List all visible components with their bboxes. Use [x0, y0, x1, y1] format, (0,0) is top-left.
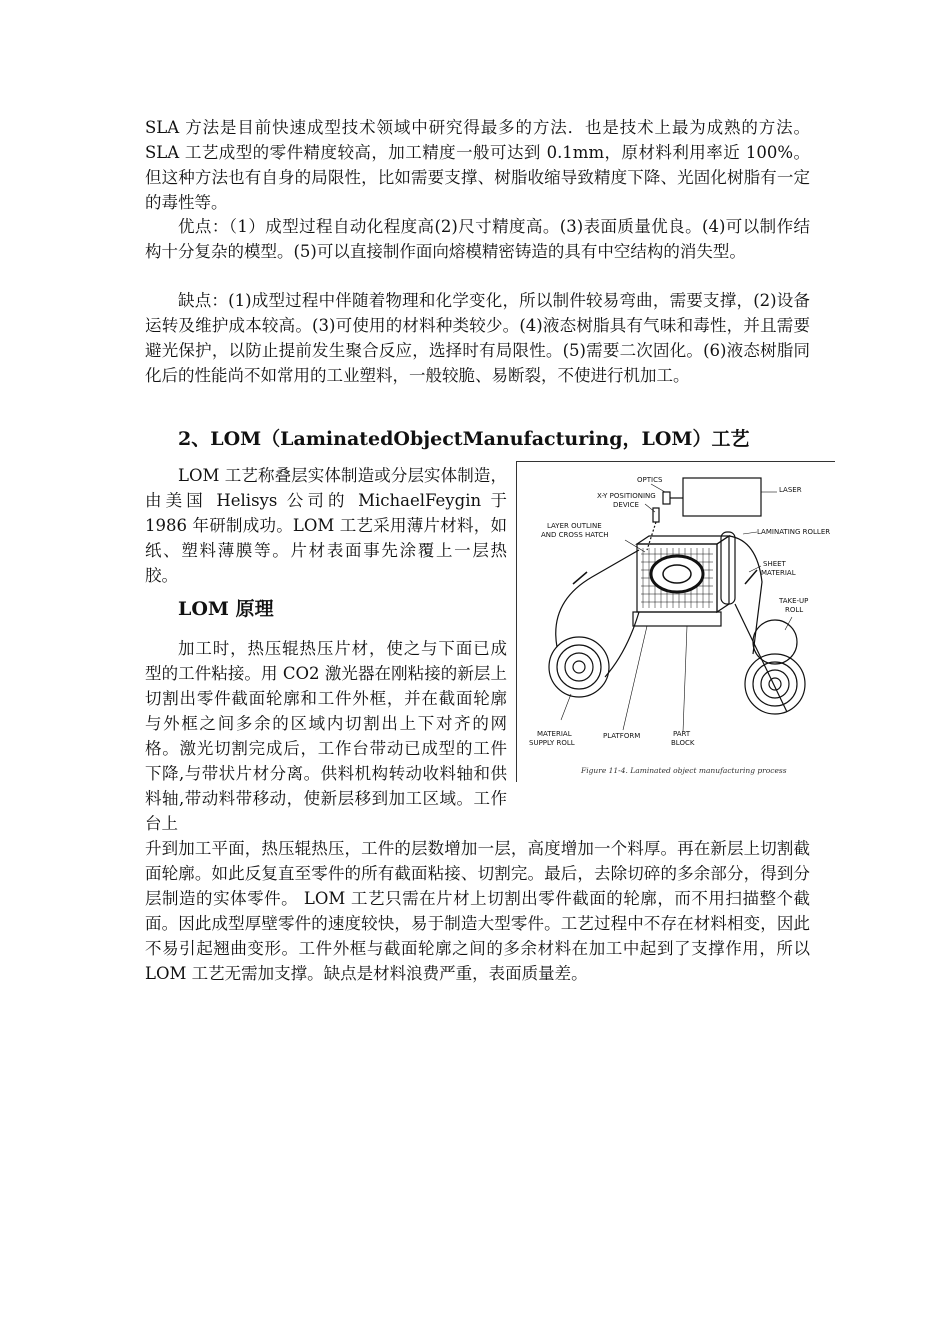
label-cross-hatch: AND CROSS HATCH: [541, 531, 609, 539]
label-supply-roll: SUPPLY ROLL: [529, 739, 575, 747]
label-roll: ROLL: [785, 606, 804, 614]
paragraph-lom-process-cont: 升到加工平面，热压辊热压，工件的层数增加一层，高度增加一个料厚。再在新层上切割截面轮廓。如此反复直至零件的所有截面粘接、切割完。最后，去除切碎的多余部分，得到分层制造的实体零件。 LOM 工艺只需在片材上切割出零件截面的轮廓，而不用扫描整个截面。因此成型厚壁零件的速度较快，易于制造大型零件。工艺过程中不存在材料相变，因此不易引起翘曲变形。工件外框与截面轮廓之间的多余材料在加工中起到了支撑作用，所以 LOM 工艺无需加支撑。缺点是材料浪费严重，表面质量差。: [145, 839, 810, 983]
paragraph-lom-process: 加工时，热压辊热压片材，使之与下面已成型的工件粘接。用 CO2 激光器在刚粘接的新层上切割出零件截面轮廓和工件外框，并在截面轮廓与外框之间多余的区域内切割出上下对齐的网格。激光切割完成后，工作台带动已成型的工件下降,与带状片材分离。供料机构转动收料轴和供料轴,带动料带移动，使新层移到加工区域。工作台上: [145, 639, 507, 833]
subheading-bold: LOM: [178, 598, 229, 620]
optics-element: [663, 492, 670, 504]
lom-diagram: [517, 462, 835, 782]
label-layer-outline: LAYER OUTLINE: [547, 522, 602, 530]
part-outline: [651, 556, 703, 592]
section-heading-lom: 2、LOM（LaminatedObjectManufacturing，LOM）工艺: [178, 428, 750, 450]
label-xy: X-Y POSITIONING: [597, 492, 656, 500]
supply-roll: [549, 637, 609, 697]
label-optics: OPTICS: [637, 476, 663, 484]
label-part: PART: [673, 730, 691, 738]
paragraph-sla-intro: SLA 方法是目前快速成型技术领域中研究得最多的方法．也是技术上最为成熟的方法。SLA 工艺成型的零件精度较高，加工精度一般可达到 0.1mm，原材料利用率近 100%。但这种方法也有自身的局限性，比如需要支撑、树脂收缩导致精度下降、光固化树脂有一定的毒性等。: [145, 118, 810, 212]
paragraph-advantages: 优点：（1）成型过程自动化程度高(2)尺寸精度高。(3)表面质量优良。(4)可以制作结构十分复杂的模型。(5)可以直接制作面向熔模精密铸造的具有中空结构的消失型。: [145, 217, 810, 261]
sheet-material-out: [729, 536, 762, 654]
label-block: BLOCK: [671, 739, 695, 747]
subheading-rest: 原理: [228, 598, 274, 620]
subheading-lom-principle: [178, 594, 274, 621]
label-material: MATERIAL: [761, 569, 796, 577]
paragraph-lom-intro: LOM 工艺称叠层实体制造或分层实体制造，由美国 Helisys 公司的 MichaelFeygin 于 1986 年研制成功。LOM 工艺采用薄片材料，如纸、塑料薄膜等。片材表面事先涂覆上一层热胶。: [145, 466, 507, 585]
laminating-roller: [721, 532, 735, 604]
label-device: DEVICE: [613, 501, 639, 509]
takeup-roll: [745, 654, 805, 714]
platform: [633, 612, 721, 626]
label-material-supply: MATERIAL: [537, 730, 572, 738]
paragraph-disadvantages: 缺点：(1)成型过程中伴随着物理和化学变化，所以制件较易弯曲，需要支撑，(2)设备运转及维护成本较高。(3)可使用的材料种类较少。(4)液态树脂具有气味和毒性，并且需要避光保护，以防止提前发生聚合反应，选择时有局限性。(5)需要二次固化。(6)液态树脂同化后的性能尚不如常用的工业塑料，一般较脆、易断裂，不使进行机加工。: [145, 291, 810, 385]
figure-caption: [580, 766, 787, 775]
lom-process-figure: [516, 461, 835, 782]
caption-number: Figure 11-4.: [581, 766, 628, 775]
laser-box: [683, 478, 761, 516]
label-platform: PLATFORM: [603, 732, 641, 740]
label-laminating-roller: LAMINATING ROLLER: [757, 528, 831, 536]
label-laser: LASER: [779, 486, 802, 494]
sheet-material-in: [556, 550, 639, 647]
label-takeup: TAKE-UP: [779, 597, 809, 605]
label-sheet: SHEET: [763, 560, 786, 568]
xy-device-element: [653, 508, 659, 522]
caption-text: Laminated object manufacturing process: [627, 766, 787, 775]
